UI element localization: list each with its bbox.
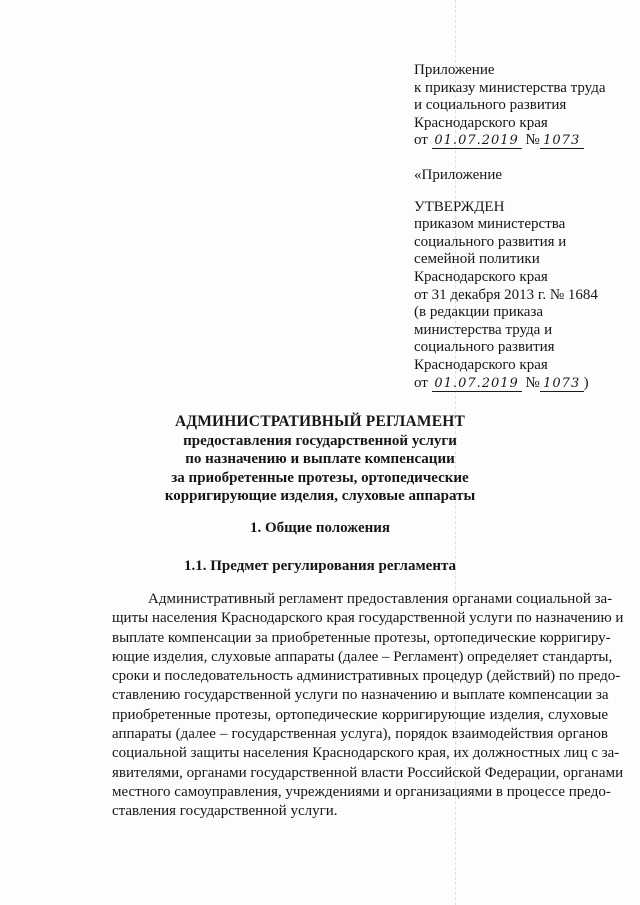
approval-line: Краснодарского края (414, 268, 548, 285)
appendix-label: Приложение (414, 62, 495, 78)
approved-label: УТВЕРЖДЕН (414, 198, 505, 215)
number-prefix: № (525, 132, 540, 149)
approval-date-line (414, 375, 629, 393)
regulation-paragraph (112, 590, 624, 822)
handwritten-number: 1073 (540, 377, 584, 392)
quoted-appendix-label: «Приложение (414, 166, 503, 183)
number-prefix: № (525, 374, 540, 391)
paragraph-line: ставления государственной услуги. (112, 803, 338, 820)
title-subline: за приобретенные протезы, ортопедические (171, 469, 469, 486)
approval-line: Краснодарского края (414, 356, 548, 373)
document-title-block (60, 413, 580, 506)
approval-line: министерства труда и (414, 321, 553, 338)
approval-line: социального развития (414, 339, 555, 356)
paragraph-line: явителями, органами государственной власти Российской Федерации, органами (112, 764, 624, 781)
approval-line: приказом министерства (414, 216, 566, 233)
approval-line: семейной политики (414, 251, 540, 268)
appendix-ministry-line: и социального развития (414, 97, 567, 114)
spacer (414, 150, 629, 167)
date-prefix: от (414, 132, 428, 149)
spacer (414, 185, 629, 199)
handwritten-date: 01.07.2019 (432, 377, 522, 392)
appendix-region-line: Краснодарского края (414, 114, 548, 131)
appendix-order-line: к приказу министерства труда (414, 79, 606, 96)
paragraph-line: местного самоуправления, учреждениями и организациями в процессе предо- (112, 783, 611, 800)
paragraph-line: выплате компенсации за приобретенные протезы, ортопедические корригиру- (112, 629, 611, 646)
paragraph-line: ставлению государственной услуги по назначению и выплате компенсации за (112, 687, 609, 704)
paragraph-line: приобретенные протезы, ортопедические корригирующие изделия, слуховые (112, 706, 608, 723)
paragraph-line: щиты населения Краснодарского края государственной услуги по назначению и (112, 610, 624, 627)
appendix-date-line (414, 132, 629, 150)
closing-parenthesis: ) (583, 374, 589, 391)
section-heading-general: 1. Общие положения (249, 520, 391, 536)
approval-line: от 31 декабря 2013 г. № 1684 (414, 286, 598, 303)
paragraph-line: социальной защиты населения Краснодарского края, их должностных лиц с за- (112, 745, 620, 762)
subsection-heading-subject: 1.1. Предмет регулирования регламента (183, 558, 457, 574)
handwritten-date: 01.07.2019 (432, 134, 522, 149)
date-prefix: от (414, 374, 428, 391)
paragraph-line: Административный регламент предоставления органами социальной за- (148, 591, 613, 607)
paragraph-line: ющие изделия, слуховые аппараты (далее – Регламент) определяет стандарты, (112, 648, 613, 665)
paragraph-line: аппараты (далее – государственная услуга), порядок взаимодействия органов (112, 726, 608, 743)
approval-line: (в редакции приказа (414, 304, 544, 321)
document-title: АДМИНИСТРАТИВНЫЙ РЕГЛАМЕНТ (174, 413, 466, 430)
paragraph-line: сроки и последовательность административных процедур (действий) по предо- (112, 668, 621, 685)
title-subline: корригирующие изделия, слуховые аппараты (164, 488, 476, 504)
handwritten-number: 1073 (540, 134, 584, 149)
title-subline: предоставления государственной услуги (183, 432, 457, 449)
appendix-header-block (414, 62, 629, 392)
title-subline: по назначению и выплате компенсации (185, 451, 455, 467)
approval-line: социального развития и (414, 233, 567, 250)
